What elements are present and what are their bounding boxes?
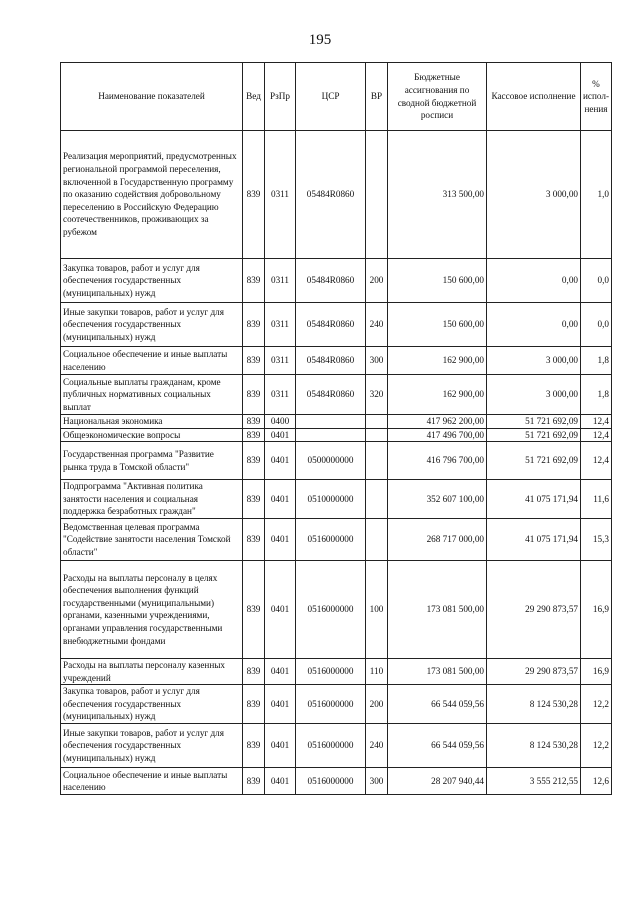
table-row — [61, 347, 612, 375]
table-cell-budget: 162 900,00 — [388, 347, 487, 375]
table-cell-ved: 839 — [243, 303, 265, 347]
table-cell-pct: 0,0 — [581, 303, 612, 347]
table-cell-pct: 1,8 — [581, 347, 612, 375]
table-row — [61, 303, 612, 347]
table-row — [61, 442, 612, 480]
table-cell-rzpr: 0311 — [265, 347, 296, 375]
table-cell-ved: 839 — [243, 560, 265, 658]
table-cell-vr: 100 — [366, 560, 388, 658]
table-cell-name: Реализация мероприятий, предусмотренных региональной программой переселения, включенной в Государственную программу по оказанию содействия добровольному переселению в Российскую Федерацию соотечественников, проживающих за рубежом — [61, 131, 243, 259]
table-cell-rzpr: 0401 — [265, 442, 296, 480]
table-cell-cash: 8 124 530,28 — [487, 724, 581, 768]
table-cell-ved: 839 — [243, 724, 265, 768]
table-cell-budget: 150 600,00 — [388, 303, 487, 347]
table-cell-name: Общеэкономические вопросы — [61, 428, 243, 442]
table-cell-cash: 41 075 171,94 — [487, 518, 581, 560]
table-cell-vr: 110 — [366, 658, 388, 684]
table-cell-rzpr: 0311 — [265, 375, 296, 415]
table-row — [61, 415, 612, 429]
table-cell-budget: 313 500,00 — [388, 131, 487, 259]
table-cell-vr: 240 — [366, 724, 388, 768]
table-cell-name: Социальное обеспечение и иные выплаты населению — [61, 347, 243, 375]
table-cell-name: Закупка товаров, работ и услуг для обеспечения государственных (муниципальных) нужд — [61, 259, 243, 303]
table-cell-name: Ведомственная целевая программа "Содействие занятости населения Томской области" — [61, 518, 243, 560]
table-cell-pct: 15,3 — [581, 518, 612, 560]
table-cell-cash: 51 721 692,09 — [487, 428, 581, 442]
table-cell-name: Расходы на выплаты персоналу казенных учреждений — [61, 658, 243, 684]
table-cell-pct: 12,6 — [581, 768, 612, 795]
table-row — [61, 658, 612, 684]
table-cell-csr: 0516000000 — [296, 724, 366, 768]
table-cell-vr — [366, 415, 388, 429]
table-cell-pct: 12,4 — [581, 415, 612, 429]
table-cell-budget: 352 607 100,00 — [388, 480, 487, 519]
table-cell-pct: 12,4 — [581, 442, 612, 480]
table-cell-pct: 1,0 — [581, 131, 612, 259]
table-cell-rzpr: 0401 — [265, 480, 296, 519]
table-cell-name: Иные закупки товаров, работ и услуг для обеспечения государственных (муниципальных) нужд — [61, 724, 243, 768]
table-row — [61, 560, 612, 658]
table-cell-budget: 150 600,00 — [388, 259, 487, 303]
table-cell-csr — [296, 428, 366, 442]
table-cell-rzpr: 0401 — [265, 518, 296, 560]
table-cell-pct: 12,2 — [581, 724, 612, 768]
table-cell-name: Национальная экономика — [61, 415, 243, 429]
table-cell-budget: 66 544 059,56 — [388, 724, 487, 768]
budget-table — [60, 62, 612, 795]
table-cell-rzpr: 0401 — [265, 560, 296, 658]
table-cell-rzpr: 0401 — [265, 768, 296, 795]
table-cell-vr: 200 — [366, 259, 388, 303]
table-row — [61, 480, 612, 519]
table-cell-cash: 29 290 873,57 — [487, 560, 581, 658]
table-cell-rzpr: 0311 — [265, 259, 296, 303]
table-cell-vr: 300 — [366, 768, 388, 795]
table-cell-budget: 268 717 000,00 — [388, 518, 487, 560]
table-row — [61, 518, 612, 560]
table-row — [61, 685, 612, 724]
table-cell-rzpr: 0401 — [265, 724, 296, 768]
table-row — [61, 768, 612, 795]
table-cell-name: Социальные выплаты гражданам, кроме публичных нормативных социальных выплат — [61, 375, 243, 415]
page-number: 195 — [308, 32, 332, 48]
table-cell-cash: 29 290 873,57 — [487, 658, 581, 684]
header-rzpr: РзПр — [265, 63, 296, 131]
table-cell-budget: 66 544 059,56 — [388, 685, 487, 724]
table-cell-rzpr: 0401 — [265, 658, 296, 684]
header-pct: % испол-нения — [581, 63, 612, 131]
header-vr: ВР — [366, 63, 388, 131]
table-cell-cash: 3 000,00 — [487, 375, 581, 415]
table-cell-ved: 839 — [243, 768, 265, 795]
table-cell-vr: 200 — [366, 685, 388, 724]
table-row — [61, 259, 612, 303]
table-cell-ved: 839 — [243, 375, 265, 415]
table-cell-vr — [366, 442, 388, 480]
table-cell-budget: 173 081 500,00 — [388, 560, 487, 658]
table-cell-csr: 0516000000 — [296, 768, 366, 795]
header-row — [61, 63, 612, 131]
table-cell-budget: 173 081 500,00 — [388, 658, 487, 684]
table-cell-budget: 417 962 200,00 — [388, 415, 487, 429]
table-cell-ved: 839 — [243, 658, 265, 684]
header-budget: Бюджетные ассигнования по сводной бюджетной росписи — [388, 63, 487, 131]
table-cell-ved: 839 — [243, 259, 265, 303]
table-cell-csr: 05484R0860 — [296, 259, 366, 303]
table-cell-cash: 3 000,00 — [487, 347, 581, 375]
table-cell-cash: 3 555 212,55 — [487, 768, 581, 795]
table-cell-ved: 839 — [243, 428, 265, 442]
header-csr: ЦСР — [296, 63, 366, 131]
table-cell-rzpr: 0311 — [265, 131, 296, 259]
table-cell-csr: 05484R0860 — [296, 375, 366, 415]
table-cell-csr: 05484R0860 — [296, 347, 366, 375]
table-cell-csr — [296, 415, 366, 429]
table-cell-vr: 240 — [366, 303, 388, 347]
table-cell-pct: 12,4 — [581, 428, 612, 442]
table-cell-csr: 0516000000 — [296, 658, 366, 684]
table-cell-pct: 12,2 — [581, 685, 612, 724]
table-cell-ved: 839 — [243, 347, 265, 375]
table-cell-vr: 300 — [366, 347, 388, 375]
table-cell-pct: 1,8 — [581, 375, 612, 415]
header-cash: Кассовое исполнение — [487, 63, 581, 131]
table-cell-pct: 16,9 — [581, 560, 612, 658]
table-cell-ved: 839 — [243, 131, 265, 259]
table-cell-name: Иные закупки товаров, работ и услуг для обеспечения государственных (муниципальных) нужд — [61, 303, 243, 347]
table-row — [61, 131, 612, 259]
table-cell-ved: 839 — [243, 442, 265, 480]
table-cell-budget: 28 207 940,44 — [388, 768, 487, 795]
table-cell-name: Закупка товаров, работ и услуг для обеспечения государственных (муниципальных) нужд — [61, 685, 243, 724]
table-row — [61, 428, 612, 442]
table-cell-cash: 0,00 — [487, 303, 581, 347]
table-cell-ved: 839 — [243, 415, 265, 429]
table-cell-name: Подпрограмма "Активная политика занятости населения и социальная поддержка безработных граждан" — [61, 480, 243, 519]
table-cell-vr — [366, 480, 388, 519]
table-cell-csr: 0516000000 — [296, 685, 366, 724]
table-cell-budget: 162 900,00 — [388, 375, 487, 415]
table-cell-csr: 0500000000 — [296, 442, 366, 480]
table-cell-csr: 05484R0860 — [296, 303, 366, 347]
header-ved: Вед — [243, 63, 265, 131]
table-cell-cash: 41 075 171,94 — [487, 480, 581, 519]
table-cell-budget: 416 796 700,00 — [388, 442, 487, 480]
table-cell-pct: 16,9 — [581, 658, 612, 684]
table-cell-cash: 51 721 692,09 — [487, 442, 581, 480]
table-cell-pct: 11,6 — [581, 480, 612, 519]
table-cell-vr: 320 — [366, 375, 388, 415]
header-name: Наименование показателей — [61, 63, 243, 131]
table-cell-name: Государственная программа "Развитие рынка труда в Томской области" — [61, 442, 243, 480]
table-cell-name: Социальное обеспечение и иные выплаты населению — [61, 768, 243, 795]
table-cell-ved: 839 — [243, 685, 265, 724]
table-cell-cash: 8 124 530,28 — [487, 685, 581, 724]
table-cell-vr — [366, 428, 388, 442]
table-cell-csr: 05484R0860 — [296, 131, 366, 259]
table-cell-ved: 839 — [243, 518, 265, 560]
table-cell-csr: 0516000000 — [296, 560, 366, 658]
table-cell-rzpr: 0400 — [265, 415, 296, 429]
table-cell-rzpr: 0401 — [265, 685, 296, 724]
table-cell-cash: 0,00 — [487, 259, 581, 303]
table-cell-cash: 3 000,00 — [487, 131, 581, 259]
table-cell-csr: 0510000000 — [296, 480, 366, 519]
table-cell-rzpr: 0311 — [265, 303, 296, 347]
table-row — [61, 724, 612, 768]
table-cell-budget: 417 496 700,00 — [388, 428, 487, 442]
table-cell-csr: 0516000000 — [296, 518, 366, 560]
table-cell-pct: 0,0 — [581, 259, 612, 303]
table-row — [61, 375, 612, 415]
table-cell-vr — [366, 518, 388, 560]
table-cell-cash: 51 721 692,09 — [487, 415, 581, 429]
table-cell-vr — [366, 131, 388, 259]
table-cell-name: Расходы на выплаты персоналу в целях обеспечения выполнения функций государственными (муниципальными) органами, казенными учреждениями, органами управления государственными внебюджетными фондами — [61, 560, 243, 658]
table-cell-rzpr: 0401 — [265, 428, 296, 442]
table-cell-ved: 839 — [243, 480, 265, 519]
